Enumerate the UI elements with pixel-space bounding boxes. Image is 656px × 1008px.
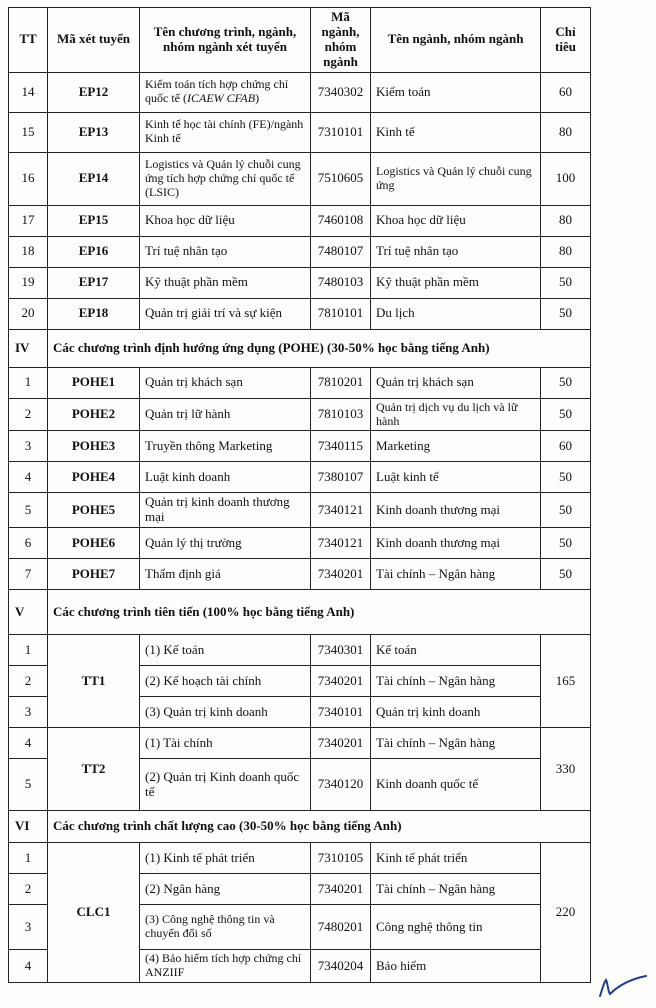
program-name: (2) Quản trị Kinh doanh quốc tế [140, 759, 311, 811]
admission-code: POHE1 [48, 367, 140, 398]
program-name: Kỹ thuật phần mềm [140, 267, 311, 298]
major-name: Quản trị kinh doanh [371, 697, 541, 728]
table-row [9, 559, 591, 590]
program-name: Khoa học dữ liệu [140, 205, 311, 236]
program-name [140, 72, 311, 112]
quota: 80 [541, 112, 591, 152]
admission-code: TT1 [48, 635, 140, 728]
major-code: 7810103 [311, 398, 371, 431]
program-name: Truyền thông Marketing [140, 431, 311, 462]
section-row [9, 811, 591, 843]
row-tt: 1 [9, 367, 48, 398]
program-name: Kinh tế học tài chính (FE)/ngành Kinh tế [140, 112, 311, 152]
program-name-text: Kiểm toán tích hợp chứng chỉ quốc tế ( [145, 77, 289, 106]
table-row [9, 528, 591, 559]
program-name: Quản lý thị trường [140, 528, 311, 559]
major-name: Tài chính – Ngân hàng [371, 874, 541, 905]
admission-code: EP18 [48, 298, 140, 329]
major-code: 7340201 [311, 559, 371, 590]
major-name: Bảo hiểm [371, 950, 541, 983]
table-row [9, 367, 591, 398]
section-row [9, 590, 591, 635]
quota: 80 [541, 205, 591, 236]
row-tt: 17 [9, 205, 48, 236]
program-name: (3) Công nghệ thông tin và chuyển đổi số [140, 905, 311, 950]
row-tt: 4 [9, 728, 48, 759]
quota: 60 [541, 72, 591, 112]
program-name: (4) Bảo hiểm tích hợp chứng chỉ ANZIIF [140, 950, 311, 983]
section-row [9, 329, 591, 367]
major-code: 7480107 [311, 236, 371, 267]
quota: 50 [541, 528, 591, 559]
section-number: V [9, 590, 48, 635]
program-name-text-end: ) [255, 91, 260, 106]
major-code: 7340115 [311, 431, 371, 462]
header-tt: TT [9, 8, 48, 73]
program-name: Luật kinh doanh [140, 462, 311, 493]
row-tt: 1 [9, 635, 48, 666]
header-quota: Chỉ tiêu [541, 8, 591, 73]
quota: 165 [541, 635, 591, 728]
program-name: Trí tuệ nhân tạo [140, 236, 311, 267]
quota: 50 [541, 267, 591, 298]
major-name: Kinh doanh thương mại [371, 493, 541, 528]
header-major-name: Tên ngành, nhóm ngành [371, 8, 541, 73]
quota: 80 [541, 236, 591, 267]
admission-code: CLC1 [48, 843, 140, 983]
table-row [9, 152, 591, 205]
program-name: Quản trị kinh doanh thương mại [140, 493, 311, 528]
major-code: 7510605 [311, 152, 371, 205]
admission-code: EP16 [48, 236, 140, 267]
quota: 100 [541, 152, 591, 205]
section-number: IV [9, 329, 48, 367]
admission-code: EP14 [48, 152, 140, 205]
signature-mark [596, 970, 652, 1000]
major-code: 7340204 [311, 950, 371, 983]
program-name: Quản trị lữ hành [140, 398, 311, 431]
major-code: 7340101 [311, 697, 371, 728]
table-row [9, 267, 591, 298]
table-row [9, 298, 591, 329]
quota: 50 [541, 298, 591, 329]
major-code: 7340201 [311, 728, 371, 759]
quota: 220 [541, 843, 591, 983]
admission-code: POHE7 [48, 559, 140, 590]
section-number: VI [9, 811, 48, 843]
row-tt: 2 [9, 398, 48, 431]
program-name: Thẩm định giá [140, 559, 311, 590]
header-major-code: Mã ngành, nhóm ngành [311, 8, 371, 73]
row-tt: 18 [9, 236, 48, 267]
admission-code: POHE4 [48, 462, 140, 493]
row-tt: 15 [9, 112, 48, 152]
row-tt: 2 [9, 666, 48, 697]
major-name: Luật kinh tế [371, 462, 541, 493]
major-code: 7480103 [311, 267, 371, 298]
major-name: Kinh doanh thương mại [371, 528, 541, 559]
quota: 50 [541, 462, 591, 493]
major-name: Kiểm toán [371, 72, 541, 112]
major-code: 7810101 [311, 298, 371, 329]
row-tt: 7 [9, 559, 48, 590]
program-name-italic: ICAEW CFAB [186, 91, 256, 106]
program-name: (3) Quản trị kinh doanh [140, 697, 311, 728]
row-tt: 6 [9, 528, 48, 559]
row-tt: 5 [9, 493, 48, 528]
header-program-name: Tên chương trình, ngành, nhóm ngành xét tuyển [140, 8, 311, 73]
major-name: Quản trị dịch vụ du lịch và lữ hành [371, 398, 541, 431]
quota: 60 [541, 431, 591, 462]
major-code: 7340201 [311, 666, 371, 697]
table-row [9, 431, 591, 462]
row-tt: 2 [9, 874, 48, 905]
major-name: Tài chính – Ngân hàng [371, 559, 541, 590]
major-name: Kinh tế phát triển [371, 843, 541, 874]
major-code: 7480201 [311, 905, 371, 950]
quota: 50 [541, 398, 591, 431]
admission-table [8, 7, 591, 983]
major-name: Công nghệ thông tin [371, 905, 541, 950]
row-tt: 4 [9, 950, 48, 983]
header-admission-code: Mã xét tuyển [48, 8, 140, 73]
table-row [9, 728, 591, 759]
table-row [9, 462, 591, 493]
table-row [9, 72, 591, 112]
major-name: Logistics và Quản lý chuỗi cung ứng [371, 152, 541, 205]
admission-code: EP12 [48, 72, 140, 112]
program-name: (1) Tài chính [140, 728, 311, 759]
quota: 330 [541, 728, 591, 811]
table-row [9, 635, 591, 666]
row-tt: 5 [9, 759, 48, 811]
major-name: Kế toán [371, 635, 541, 666]
major-code: 7340201 [311, 874, 371, 905]
major-name: Quản trị khách sạn [371, 367, 541, 398]
section-title: Các chương trình chất lượng cao (30-50% học bằng tiếng Anh) [48, 811, 591, 843]
row-tt: 16 [9, 152, 48, 205]
admission-code: POHE6 [48, 528, 140, 559]
major-code: 7340120 [311, 759, 371, 811]
table-row [9, 236, 591, 267]
program-name: (2) Kế hoạch tài chính [140, 666, 311, 697]
admission-code: POHE5 [48, 493, 140, 528]
major-code: 7810201 [311, 367, 371, 398]
quota: 50 [541, 493, 591, 528]
admission-code: EP15 [48, 205, 140, 236]
admission-code: POHE2 [48, 398, 140, 431]
major-name: Tài chính – Ngân hàng [371, 728, 541, 759]
major-name: Trí tuệ nhân tạo [371, 236, 541, 267]
section-title: Các chương trình định hướng ứng dụng (POHE) (30-50% học bằng tiếng Anh) [48, 329, 591, 367]
section-title: Các chương trình tiên tiến (100% học bằng tiếng Anh) [48, 590, 591, 635]
header-row [9, 8, 591, 73]
major-code: 7340121 [311, 528, 371, 559]
table-row [9, 398, 591, 431]
program-name: Logistics và Quản lý chuỗi cung ứng tích hợp chứng chỉ quốc tế (LSIC) [140, 152, 311, 205]
major-name: Tài chính – Ngân hàng [371, 666, 541, 697]
admission-code: POHE3 [48, 431, 140, 462]
program-name: Quản trị khách sạn [140, 367, 311, 398]
major-code: 7380107 [311, 462, 371, 493]
table-row [9, 205, 591, 236]
major-code: 7340301 [311, 635, 371, 666]
row-tt: 19 [9, 267, 48, 298]
program-name: (2) Ngân hàng [140, 874, 311, 905]
admission-code: EP13 [48, 112, 140, 152]
admission-code: EP17 [48, 267, 140, 298]
major-code: 7310105 [311, 843, 371, 874]
major-code: 7310101 [311, 112, 371, 152]
quota: 50 [541, 559, 591, 590]
row-tt: 20 [9, 298, 48, 329]
table-row [9, 843, 591, 874]
program-name: Quản trị giải trí và sự kiện [140, 298, 311, 329]
row-tt: 3 [9, 697, 48, 728]
row-tt: 4 [9, 462, 48, 493]
program-name: (1) Kế toán [140, 635, 311, 666]
row-tt: 14 [9, 72, 48, 112]
major-code: 7460108 [311, 205, 371, 236]
program-name: (1) Kinh tế phát triển [140, 843, 311, 874]
row-tt: 3 [9, 431, 48, 462]
table-row [9, 493, 591, 528]
major-name: Kinh tế [371, 112, 541, 152]
major-name: Khoa học dữ liệu [371, 205, 541, 236]
quota: 50 [541, 367, 591, 398]
admission-code: TT2 [48, 728, 140, 811]
major-code: 7340302 [311, 72, 371, 112]
row-tt: 3 [9, 905, 48, 950]
major-name: Marketing [371, 431, 541, 462]
row-tt: 1 [9, 843, 48, 874]
major-code: 7340121 [311, 493, 371, 528]
table-row [9, 112, 591, 152]
major-name: Du lịch [371, 298, 541, 329]
major-name: Kinh doanh quốc tế [371, 759, 541, 811]
major-name: Kỹ thuật phần mềm [371, 267, 541, 298]
